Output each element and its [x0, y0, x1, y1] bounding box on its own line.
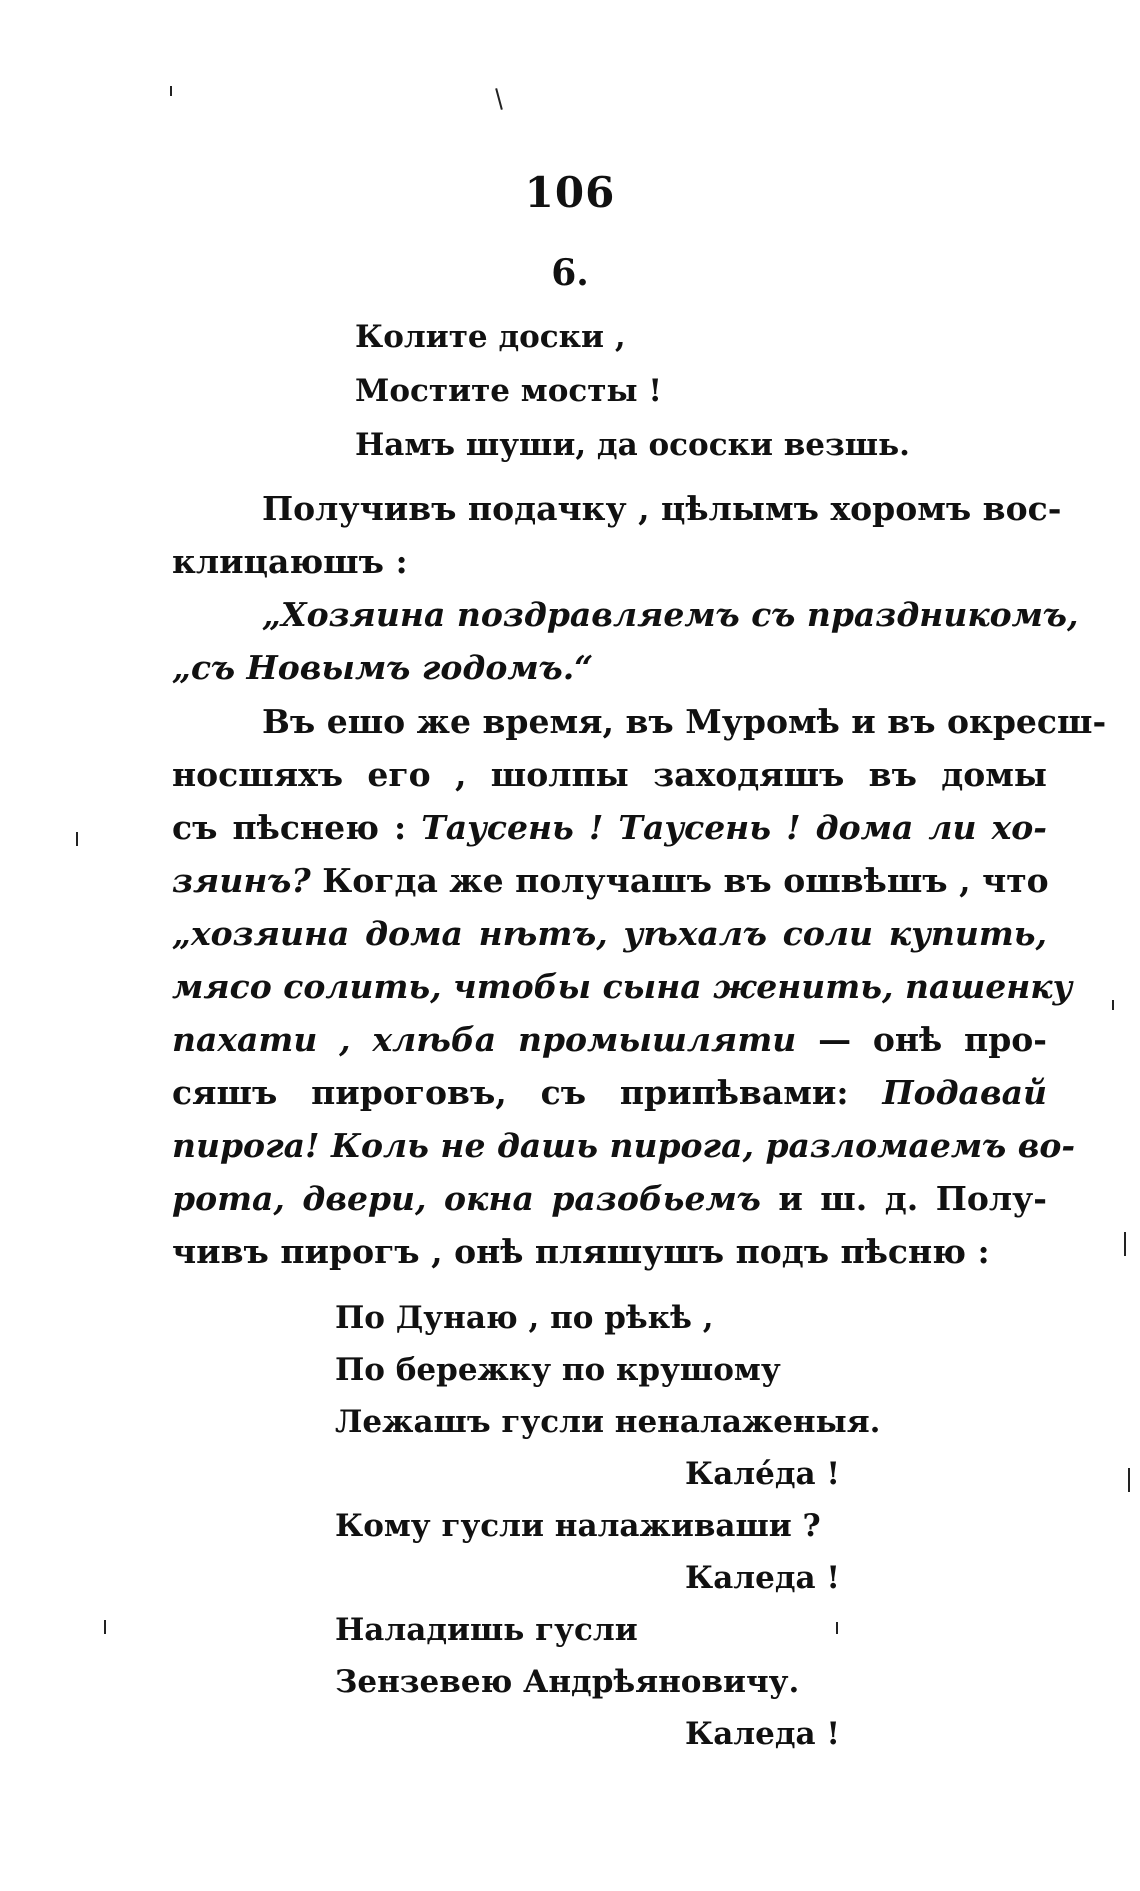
scan-speck: [495, 88, 503, 110]
paragraph-line: „хозяина дома нѣтъ, уѣхалъ соли купить,: [172, 914, 1047, 953]
paragraph-1: [172, 482, 1062, 588]
scan-speck: [1112, 1000, 1114, 1010]
paragraph-line: [172, 1066, 1047, 1119]
verse-refrain: Каледа !: [685, 1716, 841, 1752]
verse-refrain: Калéда !: [685, 1456, 841, 1492]
text-run: — онѣ про-: [796, 1020, 1047, 1059]
text-run: съ пѣснею :: [172, 808, 422, 847]
text-run: сяшъ пироговъ, съ припѣвами:: [172, 1073, 883, 1112]
paragraph-2: [172, 588, 1079, 694]
verse-line: Колите доски ,: [355, 319, 626, 355]
paragraph-line: „Хозяина поздравляемъ съ праздникомъ,: [262, 595, 1079, 634]
verse-refrain: Каледа !: [685, 1560, 841, 1596]
section-number: 6.: [551, 252, 589, 294]
verse-line: Лежашъ гусли неналаженыя.: [335, 1404, 881, 1440]
scan-speck: [1124, 1232, 1126, 1256]
paragraph-line: пирога! Коль не дашь пирога, разломаемъ во-: [172, 1126, 1076, 1165]
paragraph-line: клицаюшъ :: [172, 542, 408, 581]
verse-line: Мостите мосты !: [355, 373, 662, 409]
text-run: и ш. д. Полу-: [760, 1179, 1048, 1218]
paragraph-3: [172, 695, 1107, 1278]
scan-speck: [76, 832, 78, 846]
paragraph-line: [172, 1172, 1047, 1225]
verse-2: [335, 1292, 880, 1760]
paragraph-line: Получивъ подачку , цѣлымъ хоромъ вос-: [262, 489, 1062, 528]
paragraph-line: „съ Новымъ годомъ.“: [172, 648, 594, 687]
verse-line: Кому гусли налаживаши ?: [335, 1508, 821, 1544]
paragraph-line: мясо солить, чтобы сына женить, пашенку: [172, 967, 1073, 1006]
italic-run: Таусень ! Таусень ! дома ли хо-: [421, 808, 1047, 847]
italic-run: Подавай: [882, 1073, 1047, 1112]
verse-line: Намъ шуши, да ососки везшь.: [355, 427, 910, 463]
paragraph-line: [172, 854, 1047, 907]
paragraph-line: [172, 1013, 1047, 1066]
italic-run: зяинъ?: [172, 861, 311, 900]
page-number: 106: [524, 168, 616, 217]
scan-speck: [1128, 1468, 1130, 1492]
paragraph-line: Въ ешо же время, въ Муромѣ и въ окресш-: [262, 702, 1107, 741]
paragraph-line: [172, 801, 1047, 854]
scan-speck: [104, 1620, 106, 1634]
verse-1: [355, 310, 910, 472]
verse-line: Наладишь гусли: [335, 1612, 638, 1648]
text-run: Когда же получашъ въ ошвѣшъ , что: [310, 861, 1049, 900]
paragraph-line: чивъ пирогъ , онѣ пляшушъ подъ пѣсню :: [172, 1232, 990, 1271]
verse-line: Зензевею Андрѣяновичу.: [335, 1664, 800, 1700]
scan-speck: [170, 86, 172, 96]
verse-line: По Дунаю , по рѣкѣ ,: [335, 1300, 714, 1336]
italic-run: рота, двери, окна разобьемъ: [172, 1179, 761, 1218]
verse-line: По бережку по крушому: [335, 1352, 781, 1388]
paragraph-line: носшяхъ его , шолпы заходяшъ въ домы: [172, 755, 1047, 794]
italic-run: пахати , хлѣба промышляти: [172, 1020, 797, 1059]
